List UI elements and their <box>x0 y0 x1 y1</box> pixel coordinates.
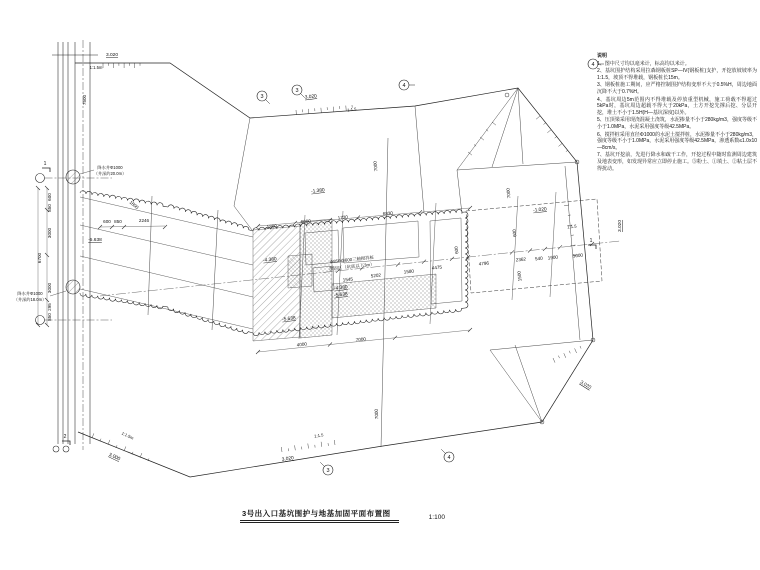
axis-number: 4 <box>402 82 406 89</box>
title-block <box>240 508 445 523</box>
note-item-2: 2、基坑围护结构采用拉森钢板桩SP—IV(钢板桩)支护，开挖放坡坡率为1:1.5，坡顶不得堆载，钢板桩长15m。 <box>597 68 757 81</box>
dewatering-wells <box>50 170 94 296</box>
grading-lines <box>148 88 593 447</box>
dimension-label: 1720 <box>337 214 349 221</box>
dimension-label: 6830 <box>382 210 394 217</box>
dimension-label: 540 <box>534 255 543 262</box>
section-number: 1 <box>589 238 593 244</box>
dimension-label: 850 <box>47 204 52 212</box>
axis-number: 4 <box>591 61 595 68</box>
dimension-label: 4796 <box>478 260 490 267</box>
note-item-4: 4、基坑周边5m范围内不得堆载及停放重型机械，施工荷载不得超过5kPa时，基坑周边超载不得大于20kPa，土方开挖先撑后挖、分层开挖，堆土不小于1.5H(H—基坑深度)以外。 <box>597 96 757 116</box>
dimension-label: 7500 <box>82 94 87 106</box>
zone-label: Φ850@600三轴搅拌桩 <box>329 254 375 265</box>
dimension-label: 6700 <box>37 252 42 264</box>
axis-bubble-3 <box>257 91 270 104</box>
dimension-label: 6000 <box>300 218 312 225</box>
axis-bubble-4 <box>441 449 454 462</box>
dimension-label: 600 <box>103 219 111 224</box>
dimension-label: 2246 <box>138 218 150 223</box>
note-item-5: 5、压顶梁采用现浇混凝土浇筑，水泥掺量不小于280kg/m3，强度等级不小于1.0MPa，水泥采用强度等级42.5MPa。 <box>597 117 757 130</box>
notes-heading: 说明 <box>597 53 608 59</box>
notes-block <box>597 53 757 173</box>
dimension-label: 850 <box>47 313 52 321</box>
dimension-label: 1500 <box>516 270 523 282</box>
elevation-label: -5.638 <box>88 238 102 243</box>
slope-label: 1:1.5m <box>120 430 135 441</box>
section-mark-1 <box>42 161 50 172</box>
axis-number: 4 <box>447 454 451 461</box>
slope-label: 1:1.5m <box>89 65 103 70</box>
elevation-label: -5.638 <box>333 292 348 299</box>
zone-label: 加固区（坑底以下3m） <box>328 261 375 272</box>
axis-bubble-3 <box>292 85 305 98</box>
dimension-label: 850 <box>114 219 122 224</box>
dimension-label: 295 <box>47 303 52 311</box>
dimension-label: 600 <box>453 246 460 255</box>
dimension-label: 4000 <box>296 341 308 348</box>
elevation-label: 3.020 <box>281 456 295 463</box>
elevation-label: 3.020 <box>618 219 623 233</box>
dimension-label: 7000 <box>355 336 367 343</box>
elevation-label: 3.020 <box>105 53 119 58</box>
note-item-3: 3、钢板桩施工期间，应严格控制围护结构变形不大于0.5%H，周边地面沉降不大于0.7%H。 <box>597 82 757 95</box>
elevation-label: 3.000 <box>107 452 121 463</box>
elevation-label: -1.380 <box>310 188 325 195</box>
elevation-label: 3.020 <box>304 94 318 101</box>
dimension-label: 2362 <box>515 256 527 263</box>
axis-number: 3 <box>326 467 330 474</box>
dimension-label: 1800 <box>266 223 278 230</box>
note-item-7: 7、基坑开挖前，先进行降水和疏干工作，开挖过程中随时监测周边建筑及地表变形，如发现异常应立即停止施工。③粉土、①填土、②粘土层不得扰动。 <box>597 152 758 172</box>
left-wall-strip <box>52 40 98 452</box>
section-number: 1 <box>43 161 47 167</box>
dimension-label: 1900 <box>547 254 559 261</box>
dimension-label: 7000 <box>505 187 512 199</box>
elevation-label: -4.380 <box>262 257 277 264</box>
dimension-label: 1545 <box>342 276 354 283</box>
elevation-label: -4.380 <box>333 285 348 292</box>
note-item-1: 1、图中尺寸均以毫米计，标高均以米计。 <box>597 60 690 67</box>
elevation-label: 3.020 <box>578 380 592 391</box>
dimension-label: 600 <box>511 229 518 238</box>
left-axis-circle <box>36 174 45 183</box>
axis-number: 3 <box>295 87 299 94</box>
dimension-label: 7000 <box>373 408 380 420</box>
dimension-label: 7000 <box>372 160 379 172</box>
dimension-label: 1580 <box>403 268 415 275</box>
section-number: 2 <box>63 434 67 440</box>
drawing-title: 3号出入口基坑围护与地基加固平面布置图 <box>240 508 399 523</box>
axis-bubble-3 <box>320 462 333 475</box>
dimension-label: 4475 <box>431 264 443 271</box>
elevation-label: -5.638 <box>281 316 296 323</box>
well-label: 降水井Φ1000 <box>17 291 43 296</box>
slope-label: 1:1.5 <box>346 106 357 113</box>
dimension-label: 5000 <box>572 252 584 259</box>
drawing-scale: 1:100 <box>428 514 445 521</box>
left-axis-circle <box>36 316 45 325</box>
well-label: 降水井Φ1000 <box>97 165 123 170</box>
dimension-label: 5202 <box>370 272 382 279</box>
dimension-label: 3000 <box>47 227 52 239</box>
slope-label: 1:1.5 <box>566 223 577 230</box>
dimension-label: 1800 <box>128 199 140 211</box>
notes-list <box>597 61 757 173</box>
axis-number: 3 <box>260 93 264 100</box>
note-item-6: 6、搅拌桩采用直径Φ1000的水泥土搅拌桩，水泥掺量不小于280kg/m3，强度等级不小于1.0MPa，水泥采用强度等级42.5MPa，渗透系数≤1.0x10—8cm/s。 <box>597 131 758 151</box>
slope-label: 1:1.5 <box>313 432 324 439</box>
dimension-label: 600 <box>47 193 52 201</box>
axis-bubble-4 <box>399 80 415 90</box>
well-label: （井深约20.0m） <box>93 171 127 176</box>
elevation-label: -1.020 <box>532 207 547 214</box>
dimension-label: 3000 <box>47 282 52 294</box>
well-label: （井深约18.0m） <box>13 297 47 302</box>
